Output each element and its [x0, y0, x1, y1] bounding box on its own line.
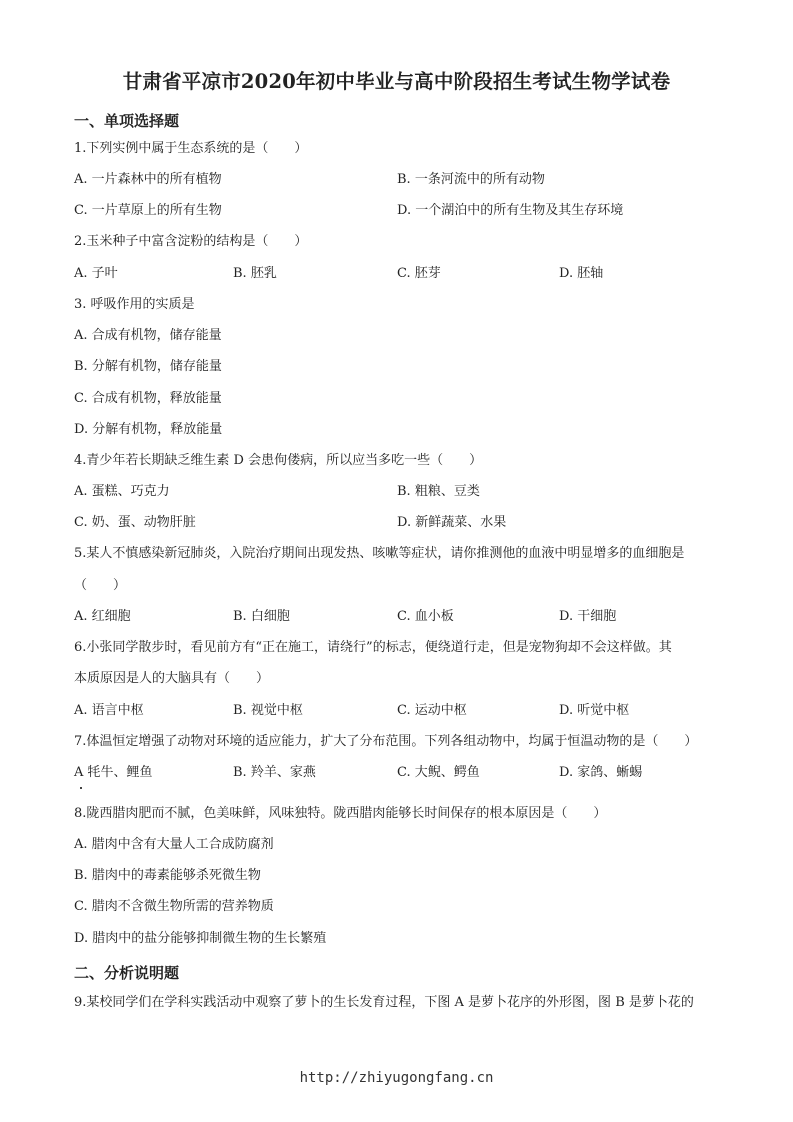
question-1-option-d: D. 一个湖泊中的所有生物及其生存环境 [397, 203, 624, 218]
question-3-stem: 3. 呼吸作用的实质是 [74, 297, 195, 312]
question-6-option-c: C. 运动中枢 [397, 703, 467, 718]
question-4-option-a: A. 蛋糕、巧克力 [74, 484, 170, 499]
question-1-option-c: C. 一片草原上的所有生物 [74, 203, 222, 218]
section-heading-single-choice: 一、单项选择题 [74, 112, 180, 130]
question-7-option-d: D. 家鸽、蜥蜴 [559, 765, 643, 780]
question-4-stem: 4.青少年若长期缺乏维生素 D 会患佝偻病，所以应当多吃一些（ ） [74, 453, 483, 468]
question-2-stem: 2.玉米种子中富含淀粉的结构是（ ） [74, 234, 308, 249]
question-6-option-d: D. 听觉中枢 [559, 703, 630, 718]
question-3-option-c: C. 合成有机物，释放能量 [74, 391, 222, 406]
question-5-option-b: B. 白细胞 [233, 609, 290, 624]
question-1-option-b: B. 一条河流中的所有动物 [397, 172, 545, 187]
question-4-option-b: B. 粗粮、豆类 [397, 484, 480, 499]
question-7-option-a: A 牦牛、鲤鱼 [74, 765, 153, 780]
question-6-option-a: A. 语言中枢 [74, 703, 144, 718]
question-5-option-d: D. 干细胞 [559, 609, 617, 624]
question-5-option-c: C. 血小板 [397, 609, 454, 624]
page-title: 甘肃省平凉市2020年初中毕业与高中阶段招生考试生物学试卷 [122, 70, 671, 93]
question-7-option-b: B. 羚羊、家燕 [233, 765, 316, 780]
stray-dot-mark [80, 787, 82, 789]
question-8-option-b: B. 腊肉中的毒素能够杀死微生物 [74, 868, 261, 883]
question-2-option-b: B. 胚乳 [233, 266, 277, 281]
question-2-option-a: A. 子叶 [74, 266, 118, 281]
question-3-option-d: D. 分解有机物，释放能量 [74, 422, 223, 437]
question-8-option-a: A. 腊肉中含有大量人工合成防腐剂 [74, 837, 274, 852]
question-3-option-a: A. 合成有机物，储存能量 [74, 328, 222, 343]
question-8-option-d: D. 腊肉中的盐分能够抑制微生物的生长繁殖 [74, 931, 327, 946]
question-2-option-d: D. 胚轴 [559, 266, 604, 281]
question-4-option-c: C. 奶、蛋、动物肝脏 [74, 515, 196, 530]
question-4-option-d: D. 新鲜蔬菜、水果 [397, 515, 507, 530]
footer-url: http://zhiyugongfang.cn [299, 1070, 494, 1086]
question-2-option-c: C. 胚芽 [397, 266, 441, 281]
section-heading-analysis: 二、分析说明题 [74, 964, 180, 982]
question-6-stem-continued: 本质原因是人的大脑具有（ ） [74, 671, 270, 686]
question-7-stem: 7.体温恒定增强了动物对环境的适应能力，扩大了分布范围。下列各组动物中，均属于恒温动物的是（ ） [74, 734, 698, 749]
question-8-option-c: C. 腊肉不含微生物所需的营养物质 [74, 899, 274, 914]
question-6-option-b: B. 视觉中枢 [233, 703, 303, 718]
question-1-stem: 1.下列实例中属于生态系统的是（ ） [74, 141, 308, 156]
question-3-option-b: B. 分解有机物，储存能量 [74, 359, 222, 374]
question-5-stem: 5.某人不慎感染新冠肺炎，入院治疗期间出现发热、咳嗽等症状，请你推测他的血液中明显增多的血细胞是 [74, 546, 685, 561]
question-5-stem-continued: （ ） [74, 578, 127, 593]
question-8-stem: 8.陇西腊肉肥而不腻，色美味鲜，风味独特。陇西腊肉能够长时间保存的根本原因是（ ） [74, 806, 607, 821]
question-1-option-a: A. 一片森林中的所有植物 [74, 172, 222, 187]
question-7-option-c: C. 大鲵、鳄鱼 [397, 765, 480, 780]
question-5-option-a: A. 红细胞 [74, 609, 131, 624]
question-6-stem: 6.小张同学散步时，看见前方有“正在施工，请绕行”的标志，便绕道行走，但是宠物狗却不会这样做。其 [74, 640, 672, 655]
question-9-stem: 9.某校同学们在学科实践活动中观察了萝卜的生长发育过程，下图 A 是萝卜花序的外形图，图 B 是萝卜花的 [74, 995, 694, 1010]
